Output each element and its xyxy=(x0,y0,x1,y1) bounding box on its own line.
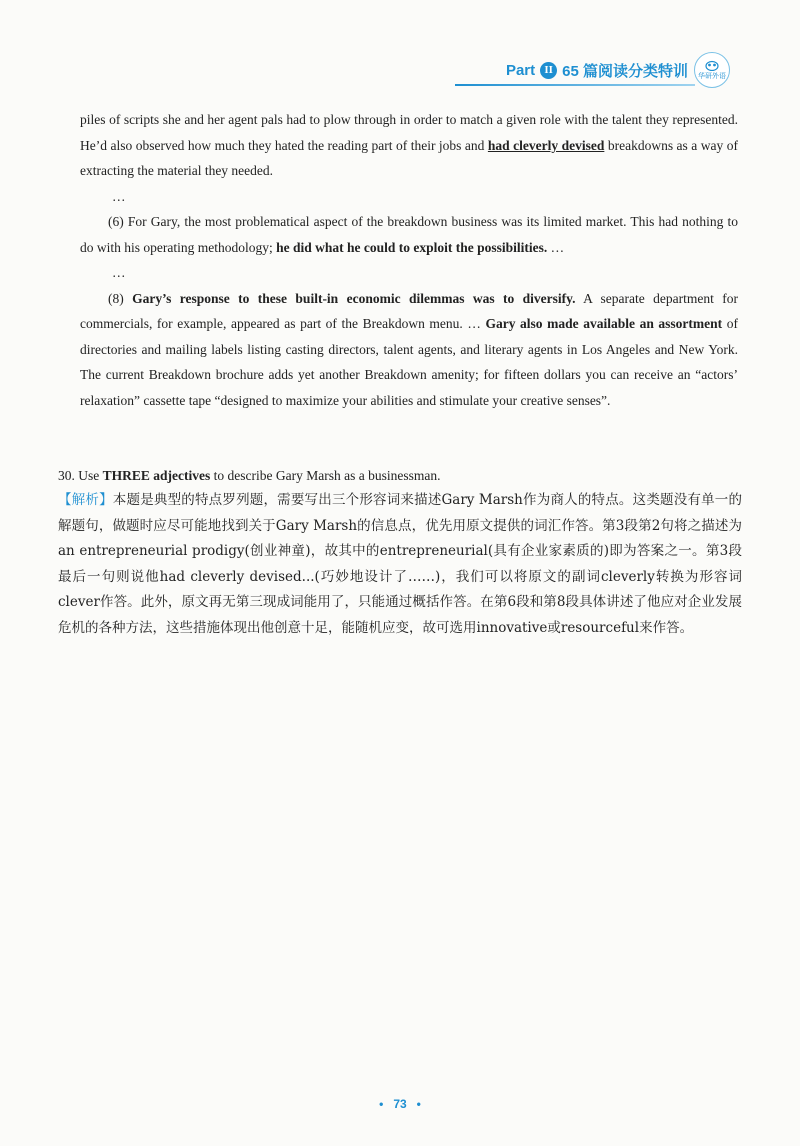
text-run: … xyxy=(547,239,565,255)
passage xyxy=(80,107,738,413)
footer-dot: • xyxy=(379,1097,384,1111)
ellipsis: … xyxy=(112,265,126,280)
text-run: (6) For Gary, the most problematical aspect of the breakdown business was its limited market. This had nothing to do with his operating methodology; xyxy=(80,214,738,255)
page-footer xyxy=(0,1097,800,1111)
emphasized-phrase: had cleverly devised xyxy=(487,137,605,153)
page-header xyxy=(506,52,730,88)
passage-paragraph-8 xyxy=(80,286,738,414)
question-30 xyxy=(58,463,748,488)
owl-icon xyxy=(704,59,720,71)
analysis-text: 本题是典型的特点罗列题，需要写出三个形容词来描述Gary Marsh作为商人的特点。这类题没有单一的解题句，做题时应尽可能地找到关于Gary Marsh的信息点，优先用原文提供的词汇作答。第3段第2句将之描述为an entrepreneurial prodigy(创业神童)，故其中的entrepreneurial(具有企业家素质的)即为答案之一。第3段最后一句则说他had cleverly devised...(巧妙地设计了……)，我们可以将原文的副词cleverly转换为形容词clever作答。此外，原文再无第三现成词能用了，只能通过概括作答。在第6段和第8段具体讲述了他应对企业发展危机的各种方法，这些措施体现出他创意十足，能随机应变，故可选用innovative或resourceful来作答。 xyxy=(58,492,743,636)
text-run: (8) xyxy=(108,290,133,306)
text-run: of directories and mailing labels listing casting directors, talent agents, and literary agents in Los Angeles and New York. The current Breakdown brochure adds yet another Breakdown amenity; for fifteen dollars you can receive an “actors’ relaxation” cassette tape “designed to maximize your abilities and stimulate your creative senses”. xyxy=(80,316,738,408)
text-run: to describe Gary Marsh as a businessman. xyxy=(210,468,441,483)
passage-paragraph-6 xyxy=(80,209,738,260)
header-rule xyxy=(455,84,695,86)
bold-phrase: THREE adjectives xyxy=(102,468,211,483)
bold-phrase: Gary also made available an assortment xyxy=(485,316,723,331)
header-title xyxy=(506,60,688,81)
bold-phrase: he did what he could to exploit the possibilities. xyxy=(276,239,548,255)
part-number-badge: II xyxy=(540,62,557,79)
bold-phrase: Gary’s response to these built-in economic dilemmas was to diversify. xyxy=(132,290,576,306)
text-run: breakdowns as a way of extracting the material they needed. xyxy=(80,137,738,178)
book-title: 65 篇阅读分类特训 xyxy=(562,62,688,80)
text-run: 30. Use xyxy=(58,468,103,483)
text-run: piles of scripts she and her agent pals had to plow through in order to match a given role with the talent they represented. He’d also observed how much they hated the reading part of their jobs and xyxy=(80,112,738,153)
ellipsis: … xyxy=(112,188,126,204)
text-run: A separate department for commercials, for example, appeared as part of the Breakdown menu. … xyxy=(80,290,738,331)
part-label: Part xyxy=(505,61,536,79)
logo-text: 华研外语 xyxy=(698,72,726,80)
analysis xyxy=(58,488,742,641)
page-number: 73 xyxy=(393,1097,407,1111)
publisher-logo xyxy=(694,52,730,88)
footer-dot: • xyxy=(416,1097,421,1111)
analysis-tag: 【解析】 xyxy=(58,492,113,508)
passage-paragraph xyxy=(80,107,738,184)
